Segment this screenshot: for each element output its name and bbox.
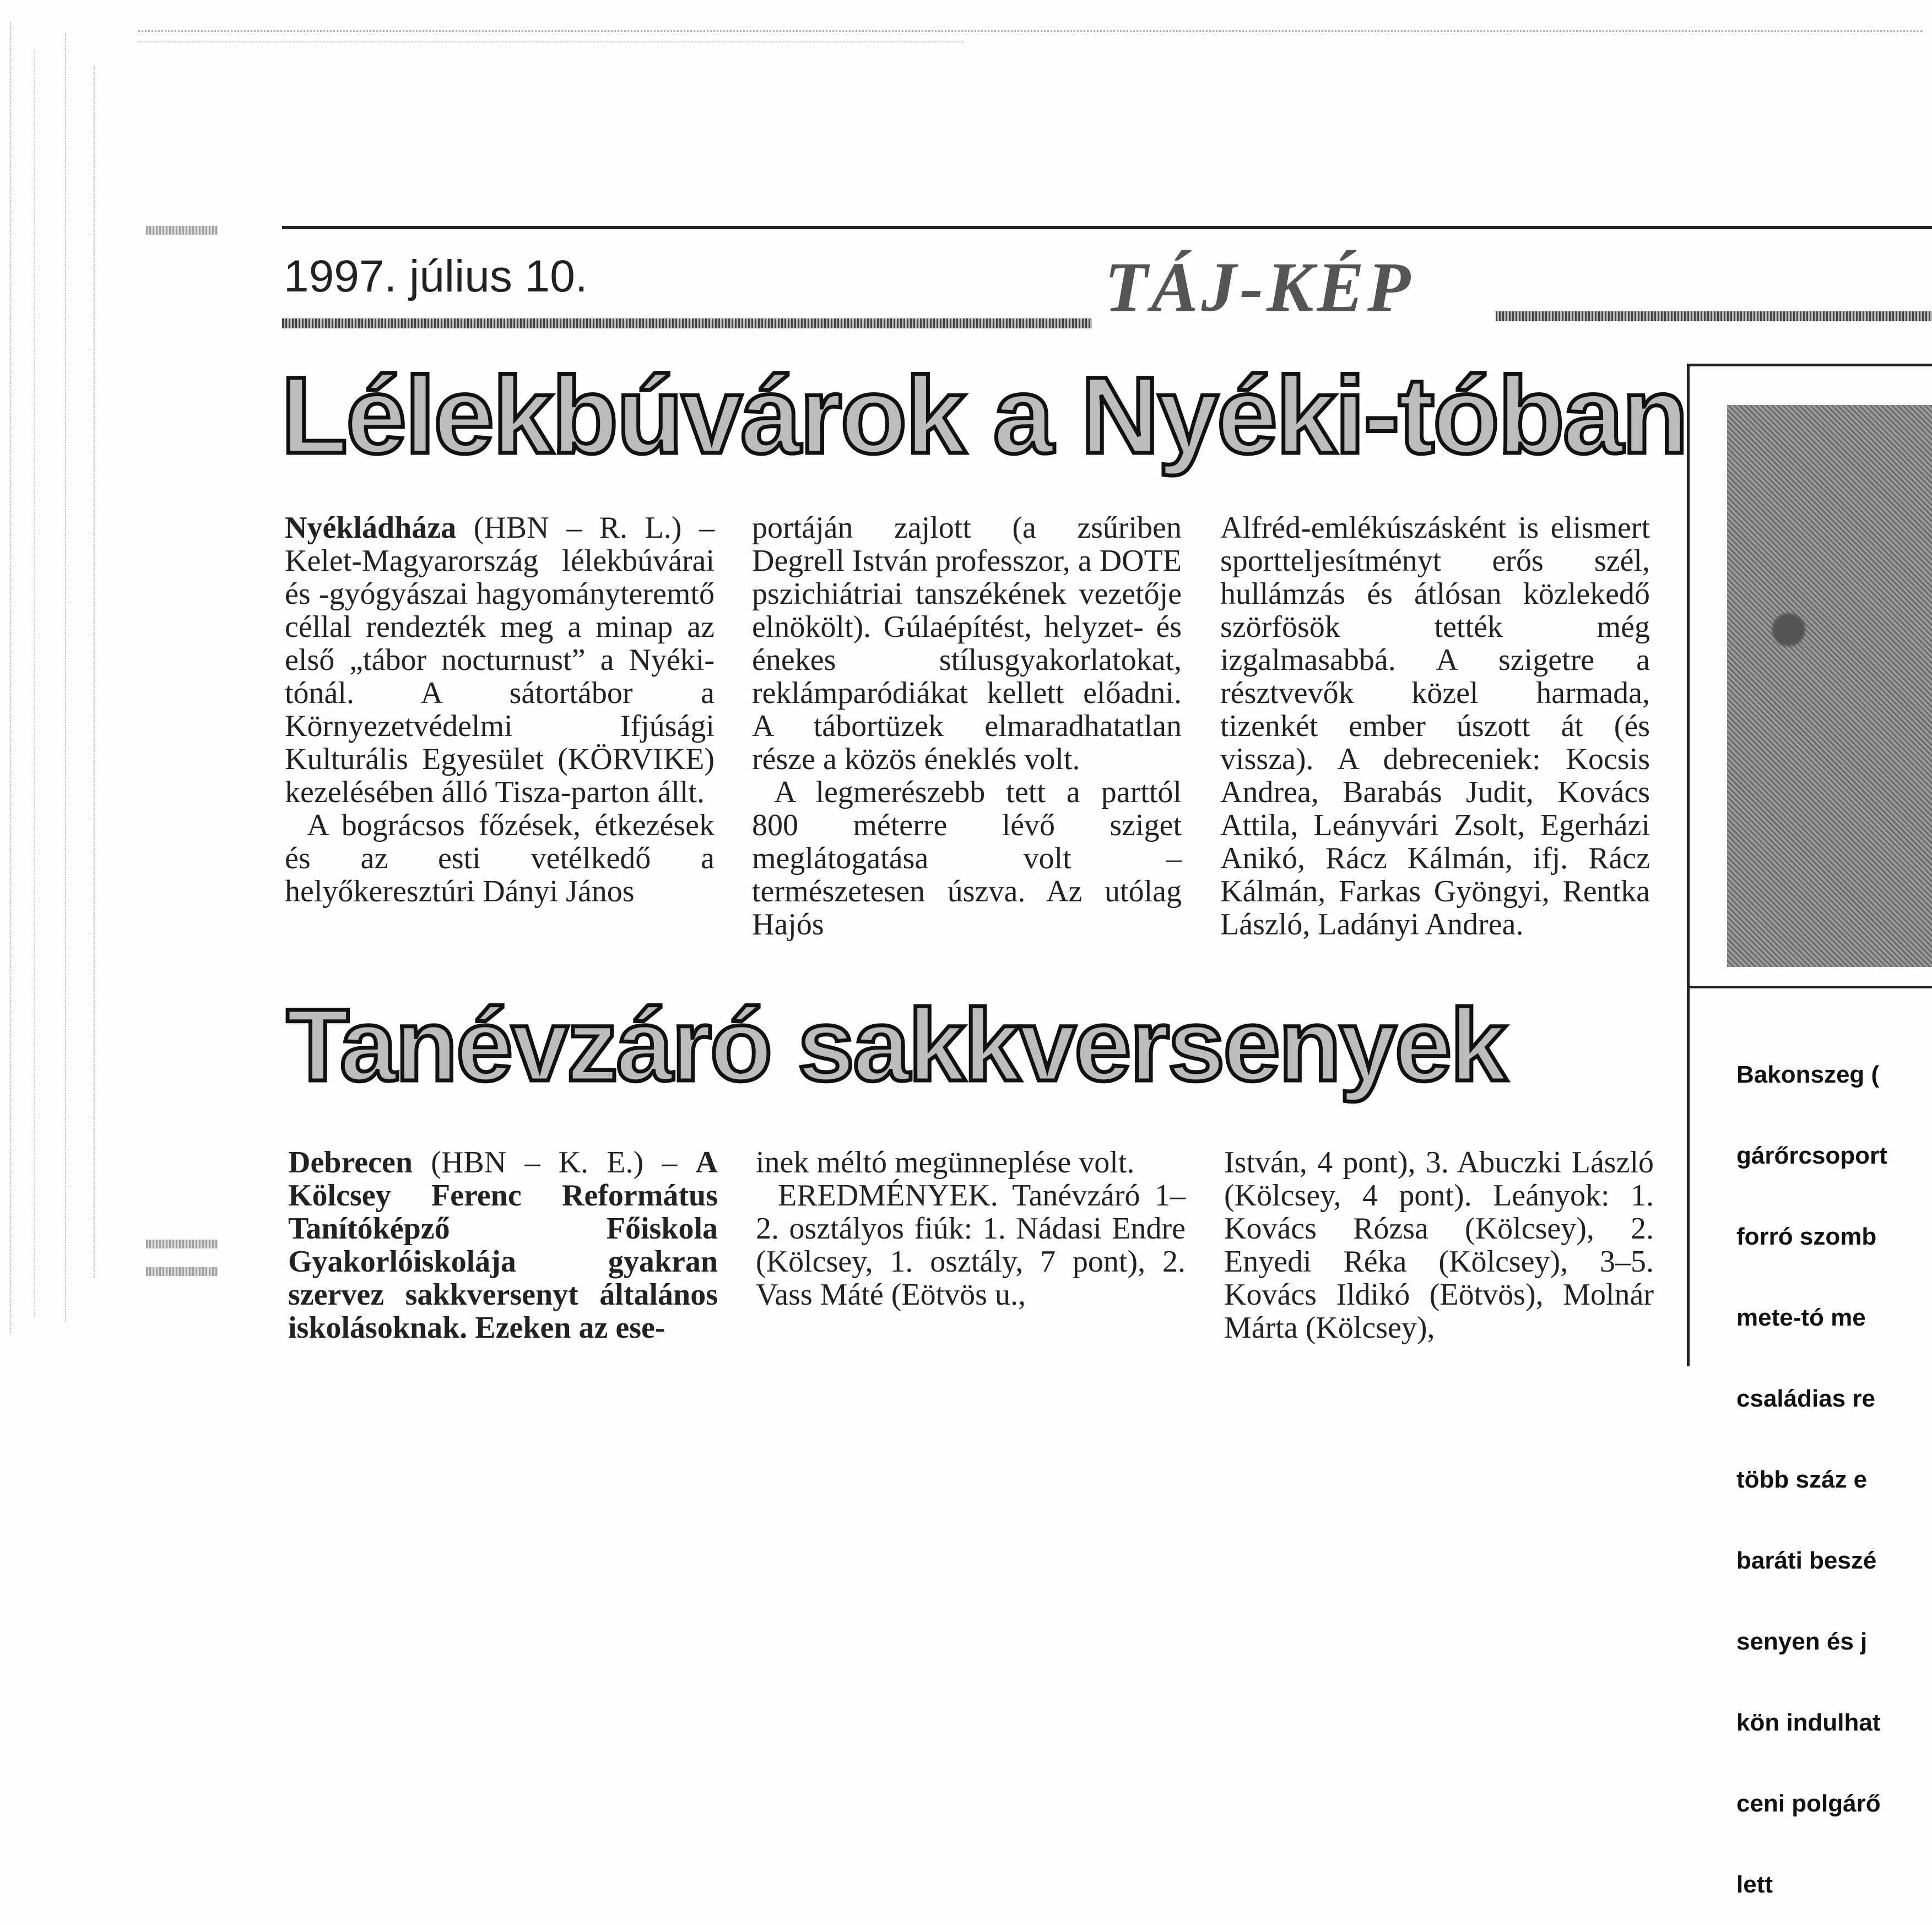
sidebar-frame-top (1687, 364, 1932, 366)
scan-margin-noise (34, 50, 35, 1317)
section-title: TÁJ-KÉP (1105, 248, 1414, 326)
article-text: inek méltó megünneplése volt. (756, 1145, 1135, 1180)
article-text: A legmerészebb tett a parttól 800 méterre lévő sziget meglátogatása volt – természetesen úszva. Az utólag Hajós (752, 775, 1182, 942)
header-rule-left (282, 318, 1092, 328)
margin-mark (146, 226, 218, 235)
scan-top-smudge (138, 41, 964, 46)
caption-line: lett (1736, 1871, 1773, 1898)
article-column-1 (285, 511, 715, 908)
caption-line: senyen és j (1736, 1628, 1868, 1655)
dateline-place: Debrecen (288, 1145, 413, 1180)
scan-margin-noise (10, 22, 11, 1333)
dateline-place: Nyékládháza (285, 511, 457, 545)
article-text: (HBN – R. L.) – Kelet-Magyarország lélekbúvárai és -gyógyászai hagyományteremtő céllal rendezték meg a minap az első „tábor nocturnust” a Nyéki-tónál. A sátortábor a Környezetvédelmi Ifjúsági Kulturális Egyesület (KÖRVIKE) kezelésében álló Tisza-parton állt. (285, 511, 715, 809)
article-text: István, 4 pont), 3. Abuczki László (Kölcsey, 4 pont). Leányok: 1. Kovács Rózsa (Kölcsey), 2. Enyedi Réka (Kölcsey), 3–5. Kovács Ildikó (Eötvös), Molnár Márta (Kölcsey), (1224, 1145, 1654, 1345)
caption-line: baráti beszé (1736, 1547, 1877, 1574)
scan-margin-noise (94, 66, 95, 1278)
margin-mark (146, 1240, 218, 1248)
news-photo (1727, 405, 1932, 967)
article-text: A bográcsos főzések, étkezések és az esti vetélkedő a helyőkeresztúri Dányi János (285, 808, 715, 909)
article-text: portáján zajlott (a zsűriben Degrell István professzor, a DOTE pszichiátriai tanszékének vezetője elnökölt). Gúlaépítést, helyzet- és énekes stílusgyakorlatokat, reklámparódiákat kellett előadni. A tábortüzek elmaradhatatlan része a közös éneklés volt. (752, 511, 1182, 776)
article-text: Alfréd-emlékúszásként is elismert sportteljesítményt erős szél, hullámzás és átlósan közlekedő szörfösök tették még izgalmasabbá. A szigetre a résztvevők közel harmada, tizenkét ember úszott át (és vissza). A debreceniek: Kocsis Andrea, Barabás Judit, Kovács Attila, Leányvári Zsolt, Egerházi Anikó, Rácz Kálmán, ifj. Rácz Kálmán, Farkas Gyöngyi, Rentka László, Ladányi Andrea. (1220, 511, 1650, 942)
scan-top-smudge (138, 30, 1923, 40)
article-column-2 (756, 1146, 1186, 1366)
article-headline: Tanévzáró sakkversenyek (286, 988, 1506, 1102)
article-column-3 (1224, 1146, 1654, 1366)
photo-caption (1736, 1007, 1932, 1898)
header-rule-right (1496, 311, 1932, 321)
caption-line: Bakonszeg ( (1736, 1061, 1880, 1088)
caption-line: több száz e (1736, 1466, 1868, 1493)
scan-margin-noise (65, 33, 66, 1322)
article-text: (HBN – K. E.) – (413, 1145, 696, 1180)
caption-line: mete-tó me (1736, 1304, 1866, 1331)
article-column-3 (1220, 511, 1650, 941)
caption-line: gárőrcsoport (1736, 1142, 1887, 1169)
header-top-rule (282, 226, 1932, 229)
caption-line: kön indulhat (1736, 1709, 1881, 1736)
sidebar-frame-left (1687, 364, 1690, 1366)
photo-bottom-rule (1687, 986, 1932, 988)
article-headline: Lélekbúvárok a Nyéki-tóban (281, 354, 1687, 476)
margin-mark (146, 1267, 218, 1276)
article-column-2 (752, 511, 1182, 941)
caption-line: családias re (1736, 1385, 1875, 1412)
article-text: EREDMÉNYEK. Tanévzáró 1–2. osztályos fiúk: 1. Nádasi Endre (Kölcsey, 1. osztály, 7 pont), 2. Vass Máté (Eötvös u., (756, 1178, 1186, 1312)
caption-line: ceni polgárő (1736, 1790, 1881, 1817)
issue-date: 1997. július 10. (284, 251, 588, 301)
article-column-1 (288, 1146, 718, 1366)
caption-line: forró szomb (1736, 1223, 1877, 1250)
article-text: A Kölcsey Ferenc Református Tanítóképző Főiskola Gyakorlóiskolája gyakran szervez sakkversenyt általános iskolásoknak. Ezeken az ese- (288, 1145, 718, 1345)
